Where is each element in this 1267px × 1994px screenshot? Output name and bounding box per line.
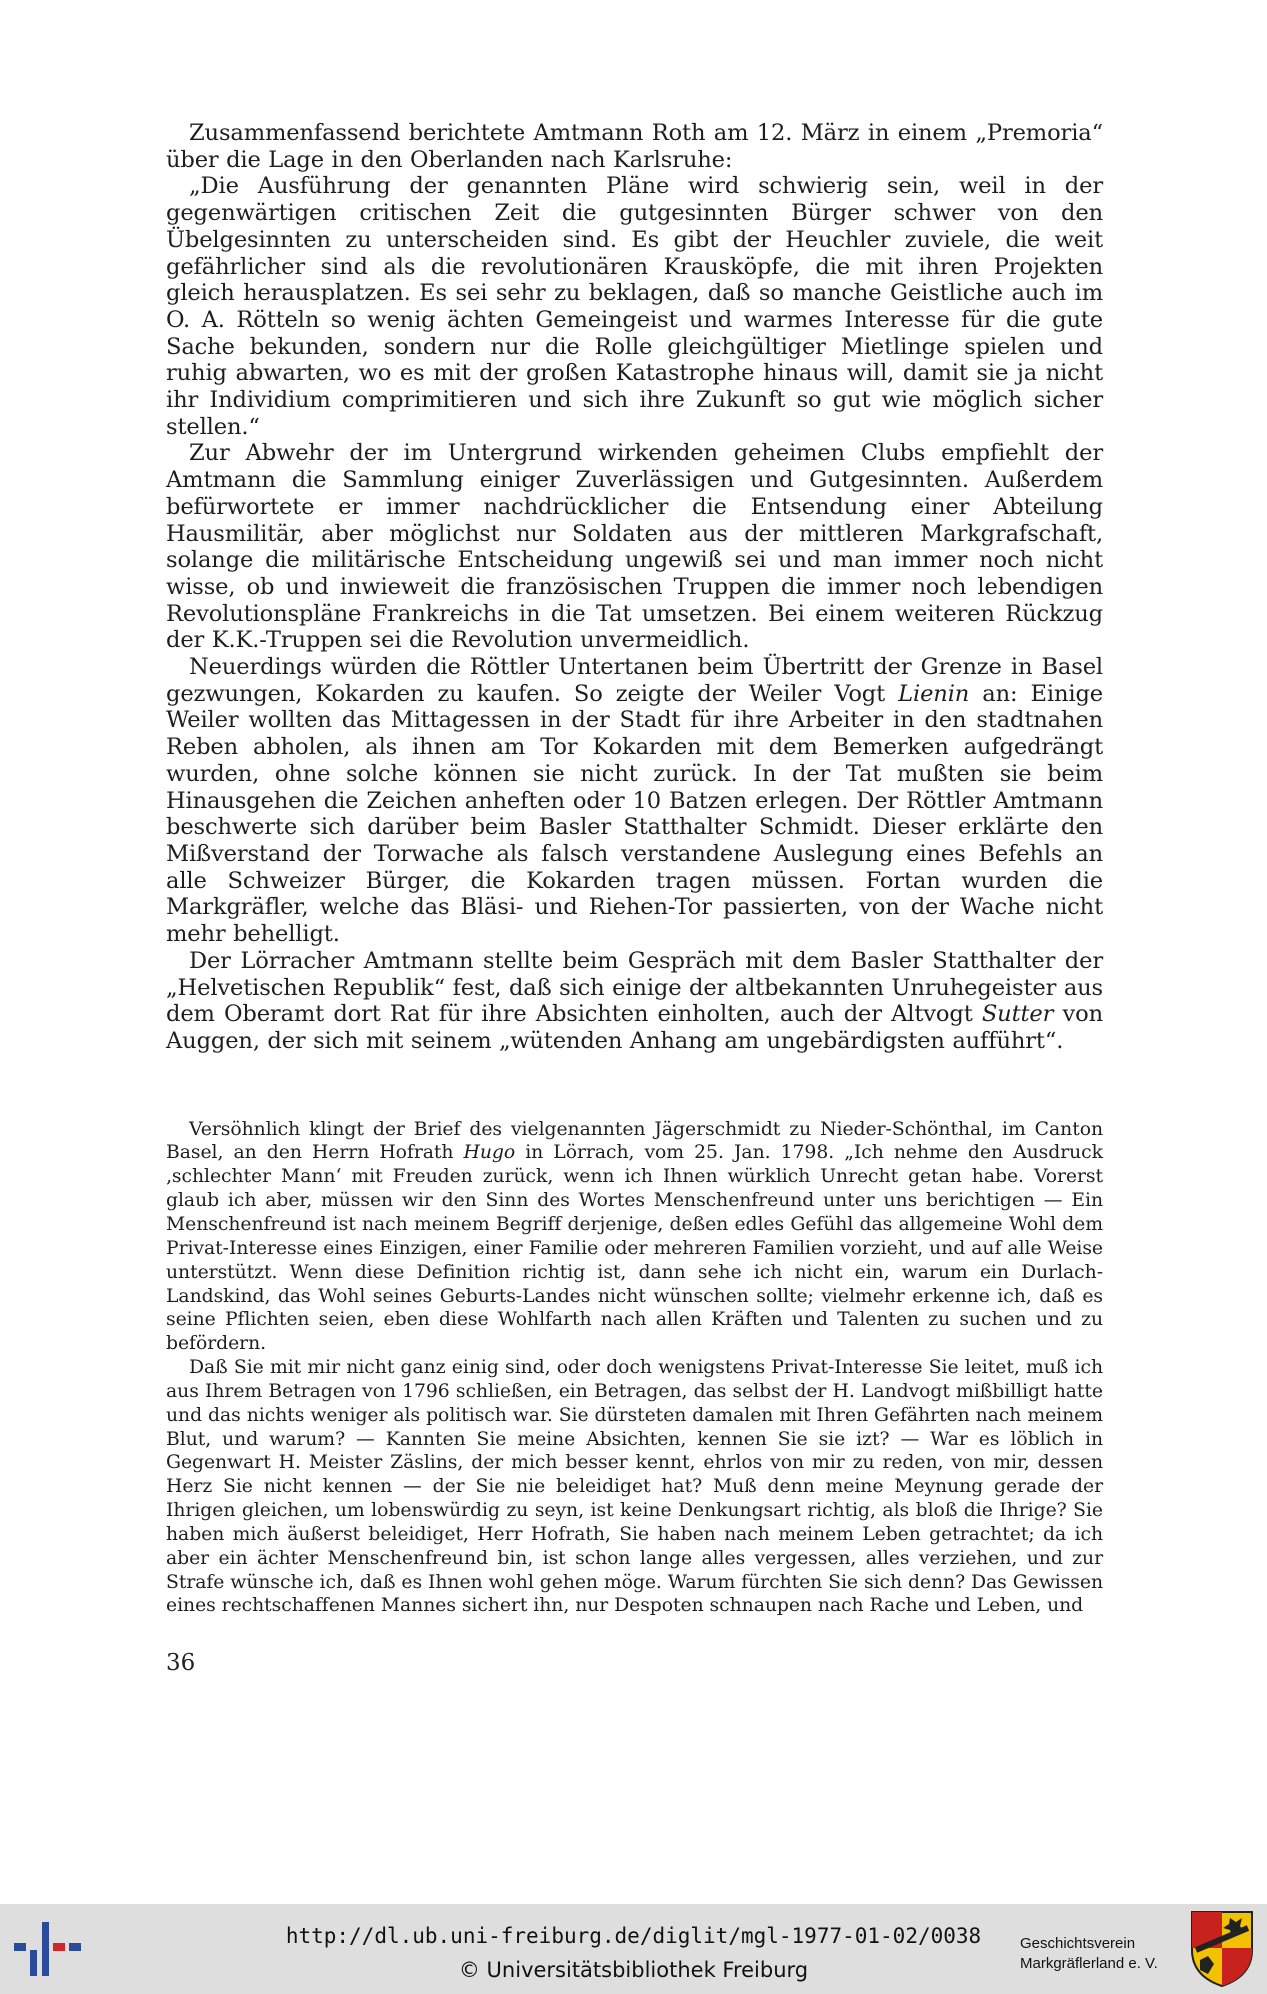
excerpt-text [166, 1118, 1103, 1619]
person-name: Sutter [981, 1001, 1054, 1028]
paragraph: Zusammenfassend berichtete Amtmann Roth am 12. März in einem „Premoria“ über die Lage in den Oberlanden nach Karlsruhe: [166, 120, 1103, 173]
section-gap [166, 1055, 1103, 1118]
society-name: Geschichtsverein Markgräflerland e. V. [1020, 1935, 1158, 1972]
footer-bar [0, 1904, 1267, 1994]
coat-of-arms-icon [1190, 1910, 1254, 1988]
footer-url-link[interactable]: http://dl.ub.uni-freiburg.de/diglit/mgl-1977-01-02/0038 [285, 1924, 982, 1948]
person-name: Hugo [463, 1142, 516, 1164]
page-text [166, 120, 1103, 1618]
paragraph: Der Lörracher Amtmann stellte beim Gespräch mit dem Basler Statthalter der „Helvetischen Republik“ fest, daß sich einige der altbekannten Unruhegeister aus dem Oberamt dort Rat für ihre Absichten einholten, auch der Altvogt Sutter von Auggen, der sich mit seinem „wütenden Anhang am ungebärdigsten aufführt“. [166, 947, 1103, 1054]
paragraph: „Die Ausführung der genannten Pläne wird schwierig sein, weil in der gegenwärtigen critischen Zeit die gutgesinnten Bürger schwer von den Übelgesinnten zu unterscheiden sind. Es gibt der Heuchler zuviele, die weit gefährlicher sind als die revolutionären Krausköpfe, die mit ihren Projekten gleich herausplatzen. Es sei sehr zu beklagen, daß so manche Geistliche auch im O. A. Rötteln so wenig ächten Gemeingeist und warmes Interesse für die gute Sache bekunden, sondern nur die Rolle gleichgültiger Mietlinge spielen und ruhig abwarten, wo es mit der großen Katastrophe hinaus will, damit sie ja nicht ihr Individium comprimitieren und sich ihre Zukunft so gut wie möglich sicher stellen.“ [166, 173, 1103, 440]
paragraph: Neuerdings würden die Röttler Untertanen beim Übertritt der Grenze in Basel gezwungen, Kokarden zu kaufen. So zeigte der Weiler Vogt Lienin an: Einige Weiler wollten das Mittagessen in der Stadt für ihre Arbeiter in den stadtnahen Reben abholen, als ihnen am Tor Kokarden mit dem Bemerken aufgedrängt wurden, ohne solche können sie nicht zurück. In der Tat mußten sie beim Hinausgehen die Zeichen anheften oder 10 Batzen erlegen. Der Röttler Amtmann beschwerte sich darüber beim Basler Statthalter Schmidt. Dieser erklärte den Mißverstand der Torwache als falsch verstandene Auslegung eines Befehls an alle Schweizer Bürger, die Kokarden tragen müssen. Fortan wurden die Markgräfler, welche das Bläsi- und Riehen-Tor passierten, von der Wache nicht mehr behelligt. [166, 654, 1103, 948]
paragraph: Versöhnlich klingt der Brief des vielgenannten Jägerschmidt zu Nieder-Schönthal, im Canton Basel, an den Herrn Hofrath Hugo in Lörrach, vom 25. Jan. 1798. „Ich nehme den Ausdruck ‚schlechter Mann‘ mit Freuden zurück, wenn ich Ihnen würklich Unrecht getan habe. Vorerst glaub ich aber, müssen wir den Sinn des Wortes Menschenfreund unter uns berichtigen — Ein Menschenfreund ist nach meinem Begriff derjenige, deßen edles Gefühl das allgemeine Wohl dem Privat-Interesse eines Einzigen, einer Familie oder mehreren Familien vorzieht, und auf alle Weise unterstützt. Wenn diese Definition richtig ist, dann sehe ich nicht ein, warum ein Durlach-Landskind, das Wohl seines Geburts-Landes nicht wünschen sollte; vielmehr erkenne ich, daß es seine Pflichten seien, eben diese Wohlfarth nach allen Kräften und Talenten zu suchen und zu befördern. [166, 1118, 1103, 1355]
person-name: Lienin [898, 680, 970, 707]
paragraph: Zur Abwehr der im Untergrund wirkenden geheimen Clubs empfiehlt der Amtmann die Sammlung einiger Zuverlässigen und Gutgesinnten. Außerdem befürwortete er immer nachdrücklicher die Entsendung einer Abteilung Hausmilitär, aber möglichst nur Soldaten aus der mittleren Markgrafschaft, solange die militärische Entscheidung ungewiß sei und man immer noch nicht wisse, ob und inwieweit die französischen Truppen die immer noch lebendigen Revolutionspläne Frankreichs in die Tat umsetzen. Bei einem weiteren Rückzug der K.K.-Truppen sei die Revolution unvermeidlich. [166, 440, 1103, 654]
footer-copyright: © Universitätsbibliothek Freiburg [458, 1958, 809, 1982]
main-text [166, 120, 1103, 1055]
page-number: 36 [166, 1650, 196, 1676]
paragraph: Daß Sie mit mir nicht ganz einig sind, oder doch wenigstens Privat-Interesse Sie leitet, muß ich aus Ihrem Betragen von 1796 schließen, ein Betragen, das selbst der H. Landvogt mißbilligt hatte und das nichts weniger als politisch war. Sie dürsteten damalen mit Ihren Gefährten nach meinem Blut, und warum? — Kannten Sie meine Absichten, kennen Sie sie izt? — War es löblich in Gegenwart H. Meister Zäslins, der mich besser kennt, ehrlos von mir zu reden, von mir, dessen Herz Sie nicht kennen — der Sie nie beleidiget hat? Muß denn meine Meynung gerade der Ihrigen gleichen, um lobenswürdig zu seyn, ist keine Denkungsart richtig, als bloß die Ihrige? Sie haben mich äußerst beleidiget, Herr Hofrath, Sie haben nach meinem Leben getrachtet; da ich aber ein ächter Menschenfreund bin, ist schon lange alles vergessen, alles verziehen, und zur Strafe wünsche ich, daß es Ihnen wohl gehen möge. Warum fürchten Sie sich denn? Das Gewissen eines rechtschaffenen Mannes sichert ihn, nur Despoten schnaupen nach Rache und Leben, und [166, 1357, 1103, 1617]
